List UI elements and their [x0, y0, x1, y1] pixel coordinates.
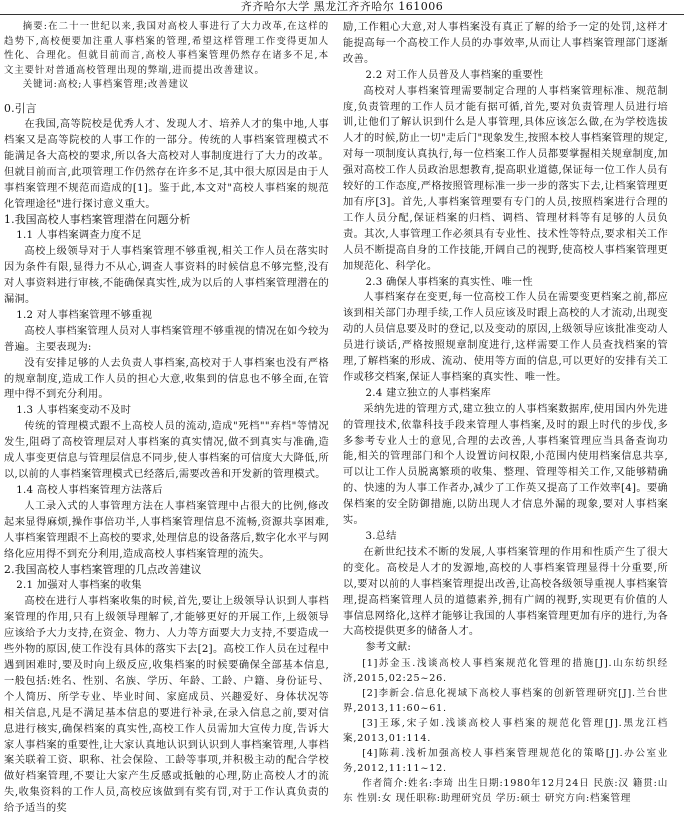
section-2-3-paragraph: 人事档案存在变更,每一位高校工作人员在需要变更档案之前,都应该到相关部门办理手续,工作人员应该及时跟上高校的人才流动,出现变动的人员信息要及时的登记,以及变动的原因,上级领导应该批准变动人员进行谈话,严格按照规章制度进行,这样需要工作人员查找档案的管理,了解档案的形成、流动、使用等方面的信息,可以更好的安排有关工作或移交档案,保证人事档案的真实性、唯一性。	[343, 292, 668, 383]
author-bio: 作者简介:姓名:李琦 出生日期:1980年12月24日 民族:汉 籍贯:山东 性别:女 现任职称:助理研究员 学历:硕士 研究方向:档案管理	[343, 778, 668, 805]
section-3-heading: 3.总结	[365, 531, 397, 542]
section-1-3-heading: 1.3 人事档案变动不及时	[16, 405, 132, 417]
right-column	[343, 20, 668, 826]
section-1-1-paragraph: 高校上级领导对于人事档案管理不够重视,相关工作人员在落实时因为条件有限,显得力不从心,调查人事资料的时候信息不够完整,没有对人事资料进行审核,不能确保真实性,成为以后的人事档案管理潜在的漏洞。	[4, 246, 329, 306]
abstract: 摘要:在二十一世纪以来,我国对高校人事进行了大力改革,在这样的趋势下,高校便要加注重人事档案的管理,希望这样管理工作变得更加人性化、合理化。但就目前而言,高校人事档案管理仍然存在诸多不足,本文主要针对普通高校管理出现的弊端,进而提出改善建议。	[4, 21, 329, 76]
section-2-4-paragraph: 采纳先进的管理方式,建立独立的人事档案数据库,使用国内外先进的管理技术,依靠科技手段来管理人事档案,及时的跟上时代的步伐,多多参考专业人士的意见,合理的去改善,人事档案管理应当具备查询功能,相关的管理部门和个人设置访问权限,小范围内使用档案信息共享,可以让工作人员脱离繁琐的收集、整理、管理等相关工作,又能够精确的、快速的为人事工作者办,减少了工作英又提高了工作效率[4]。要确保档案的安全防御措施,以防出现人才信息外漏的现象,要对人事档案实。	[343, 403, 668, 527]
section-1-4-paragraph: 人工录入式的人事管理方法在人事档案管理中占很大的比例,修改起来显得麻烦,操作事倍功半,人事档案管理信息不流畅,资源共享困难,人事档案管理跟不上高校的要求,处理信息的设备落后,数字化水平与网络化应用得不到充分利用,造成高校人事档案管理的流失。	[4, 500, 329, 560]
references-heading: 参考文献:	[365, 642, 412, 654]
section-1-1-heading: 1.1 人事档案调查力度不足	[16, 230, 142, 242]
intro-paragraph: 在我国,高等院校是优秀人才、发现人才、培养人才的集中地,人事档案又是高等院校的人事工作的一部分。传统的人事档案管理模式不能满足各大高校的要求,所以各大高校对人事制度进行了大力的改革。但就目前而言,此项管理工作仍然存在许多不足,其中很大原因是由于人事档案管理不规范而造成的[1]。鉴于此,本文对"高校人事档案的规范化管理途径"进行探讨意义重大。	[4, 118, 329, 210]
reference-item: [1]苏金玉.浅谈高校人事档案规范化管理的措施[J].山东纺织经济,2015,02:25~26.	[343, 658, 668, 685]
page-header: 齐齐哈尔大学 黑龙江齐齐哈尔 161006	[0, 0, 684, 15]
section-1-3-paragraph: 传统的管理模式跟不上高校人员的流动,造成"死档""弃档"等情况发生,阻碍了高校管理层对人事档案的真实情况,做不到真实与准确,造成人事变更信息与管理层信息不同步,使人事档案的可信度大大降低,所以,以前的人事档案管理模式已经落后,需要改善和开发新的管理模式。	[4, 421, 329, 480]
section-2-1-paragraph: 高校在进行人事档案收集的时候,首先,要让上级领导认识到人事档案管理的作用,只有上级领导理解了,才能够更好的开展工作,上级领导应该给予大力支持,在资金、物力、人力等方面要大力支持,不要造成一些外物的原因,使工作没有具体的落实下去[2]。高校工作人员在过程中遇到困难时,要及时向上级反应,收集档案的时候要确保全部基本信息,一般包括:姓名、性别、名族、学历、年龄、工龄、户籍、身份证号、个人简历、所学专业、毕业时间、家庭成员、兴趣爱好、身体状况等相关信息,凡是不满足基本信息的要进行补录,在录入信息之前,要对信息进行核实,确保档案的真实性,高校工作人员需加大宣传力度,告诉大家人事档案的重要性,让大家认真地认识到认识到人事档案管理,人事档案关联着工资、职称、社会保险、工龄等事项,并积极主动的配合学校做好档案管理,不要让大家产生反感或抵触的心理,防止高校人才的流失,收集资料的工作人员,高校应该做到有奖有罚,对于工作认真负责的给予适当的奖	[4, 596, 329, 815]
reference-item: [3]王琢,宋子如.浅谈高校人事档案的规范化管理[J].黑龙江档案,2013,01:114.	[343, 718, 668, 745]
section-2-2-paragraph: 高校对人事档案管理需要制定合理的人事档案管理标准、规范制度,负责管理的工作人员才能有据可循,首先,要对负责管理人员进行培训,让他们了解认识到什么是人事管理,具体应该怎么做,在为学校选拔人才的时候,防止一切"走后门"现象发生,按照本校人事档案管理的规定,对每一项制度认真执行,每一位档案工作人员都要掌握相关规章制度,加强对高校工作人员政治思想教育,提高职业道德,保证每一位工作人员有较好的工作态度,严格按照管理标准一步一步的落实下去,让档案管理更加有序[3]。首先,人事档案管理要有专门的人员,按照档案进行合理的工作人员分配,保证档案的归档、调档、管理材料等有足够的人员负责。其次,人事管理工作必须具有专业性、技术性等特点,要求相关工作人员不断提高自身的工作技能,开阔自己的视野,使高校人事档案管理更加规范化、科学化。	[343, 85, 668, 272]
section-1-2-paragraph: 高校人事档案管理人员对人事档案管理不够重视的情况在如今较为普遍。主要表现为:	[4, 325, 329, 353]
intro-heading: 0.引言	[4, 101, 37, 115]
keywords: 关键词:高校;人事档案管理;改善建议	[22, 79, 190, 91]
section-2-3-heading: 2.3 确保人事档案的真实性、唯一性	[365, 276, 533, 288]
section-2-1-heading: 2.1 加强对人事档案的收集	[16, 580, 142, 592]
section-1-2-paragraph-2: 没有安排足够的人去负责人事档案,高校对于人事档案也没有严格的规章制度,造成工作人员的担心大意,收集到的信息也不够全面,在管理中得不到充分利用。	[4, 357, 329, 401]
section-2-4-heading: 2.4 建立独立的人事档案库	[365, 387, 491, 399]
reference-item: [2]李新会.信息化视域下高校人事档案的创新管理研究[J].兰台世界,2013,11:60~61.	[343, 688, 668, 715]
conclusion-paragraph: 在新世纪技术不断的发展,人事档案管理的作用和性质产生了很大的变化。高校是人才的发源地,高校的人事档案管理显得十分重要,所以,要对以前的人事档案管理提出改善,让高校各级领导重视人事档案管理,提高档案管理人员的道德素养,拥有广阔的视野,实现更有价值的人事信息网络化,这样才能够让我国的人事档案管理更加有序的进行,为各大高校提供更多的储备人才。	[343, 546, 668, 638]
section-1-heading: 1.我国高校人事档案管理潜在问题分析	[4, 213, 191, 227]
section-1-4-heading: 1.4 高校人事档案管理方法落后	[16, 484, 163, 496]
left-column	[4, 20, 329, 826]
section-2-2-heading: 2.2 对工作人员普及人事档案的重要性	[365, 69, 544, 81]
section-2-heading: 2.我国高校人事档案管理的几点改善建议	[4, 563, 202, 577]
reference-item: [4]陈莉.浅析加强高校人事档案管理规范化的策略[J].办公室业务,2012,11:11~12.	[343, 748, 668, 775]
section-2-1-continuation: 励,工作粗心大意,对人事档案没有真正了解的给予一定的处罚,这样才能提高每一个高校工作人员的办事效率,从而让人事档案管理部门逐渐改善。	[343, 22, 668, 65]
section-1-2-heading: 1.2 对人事档案管理不够重视	[16, 309, 153, 321]
